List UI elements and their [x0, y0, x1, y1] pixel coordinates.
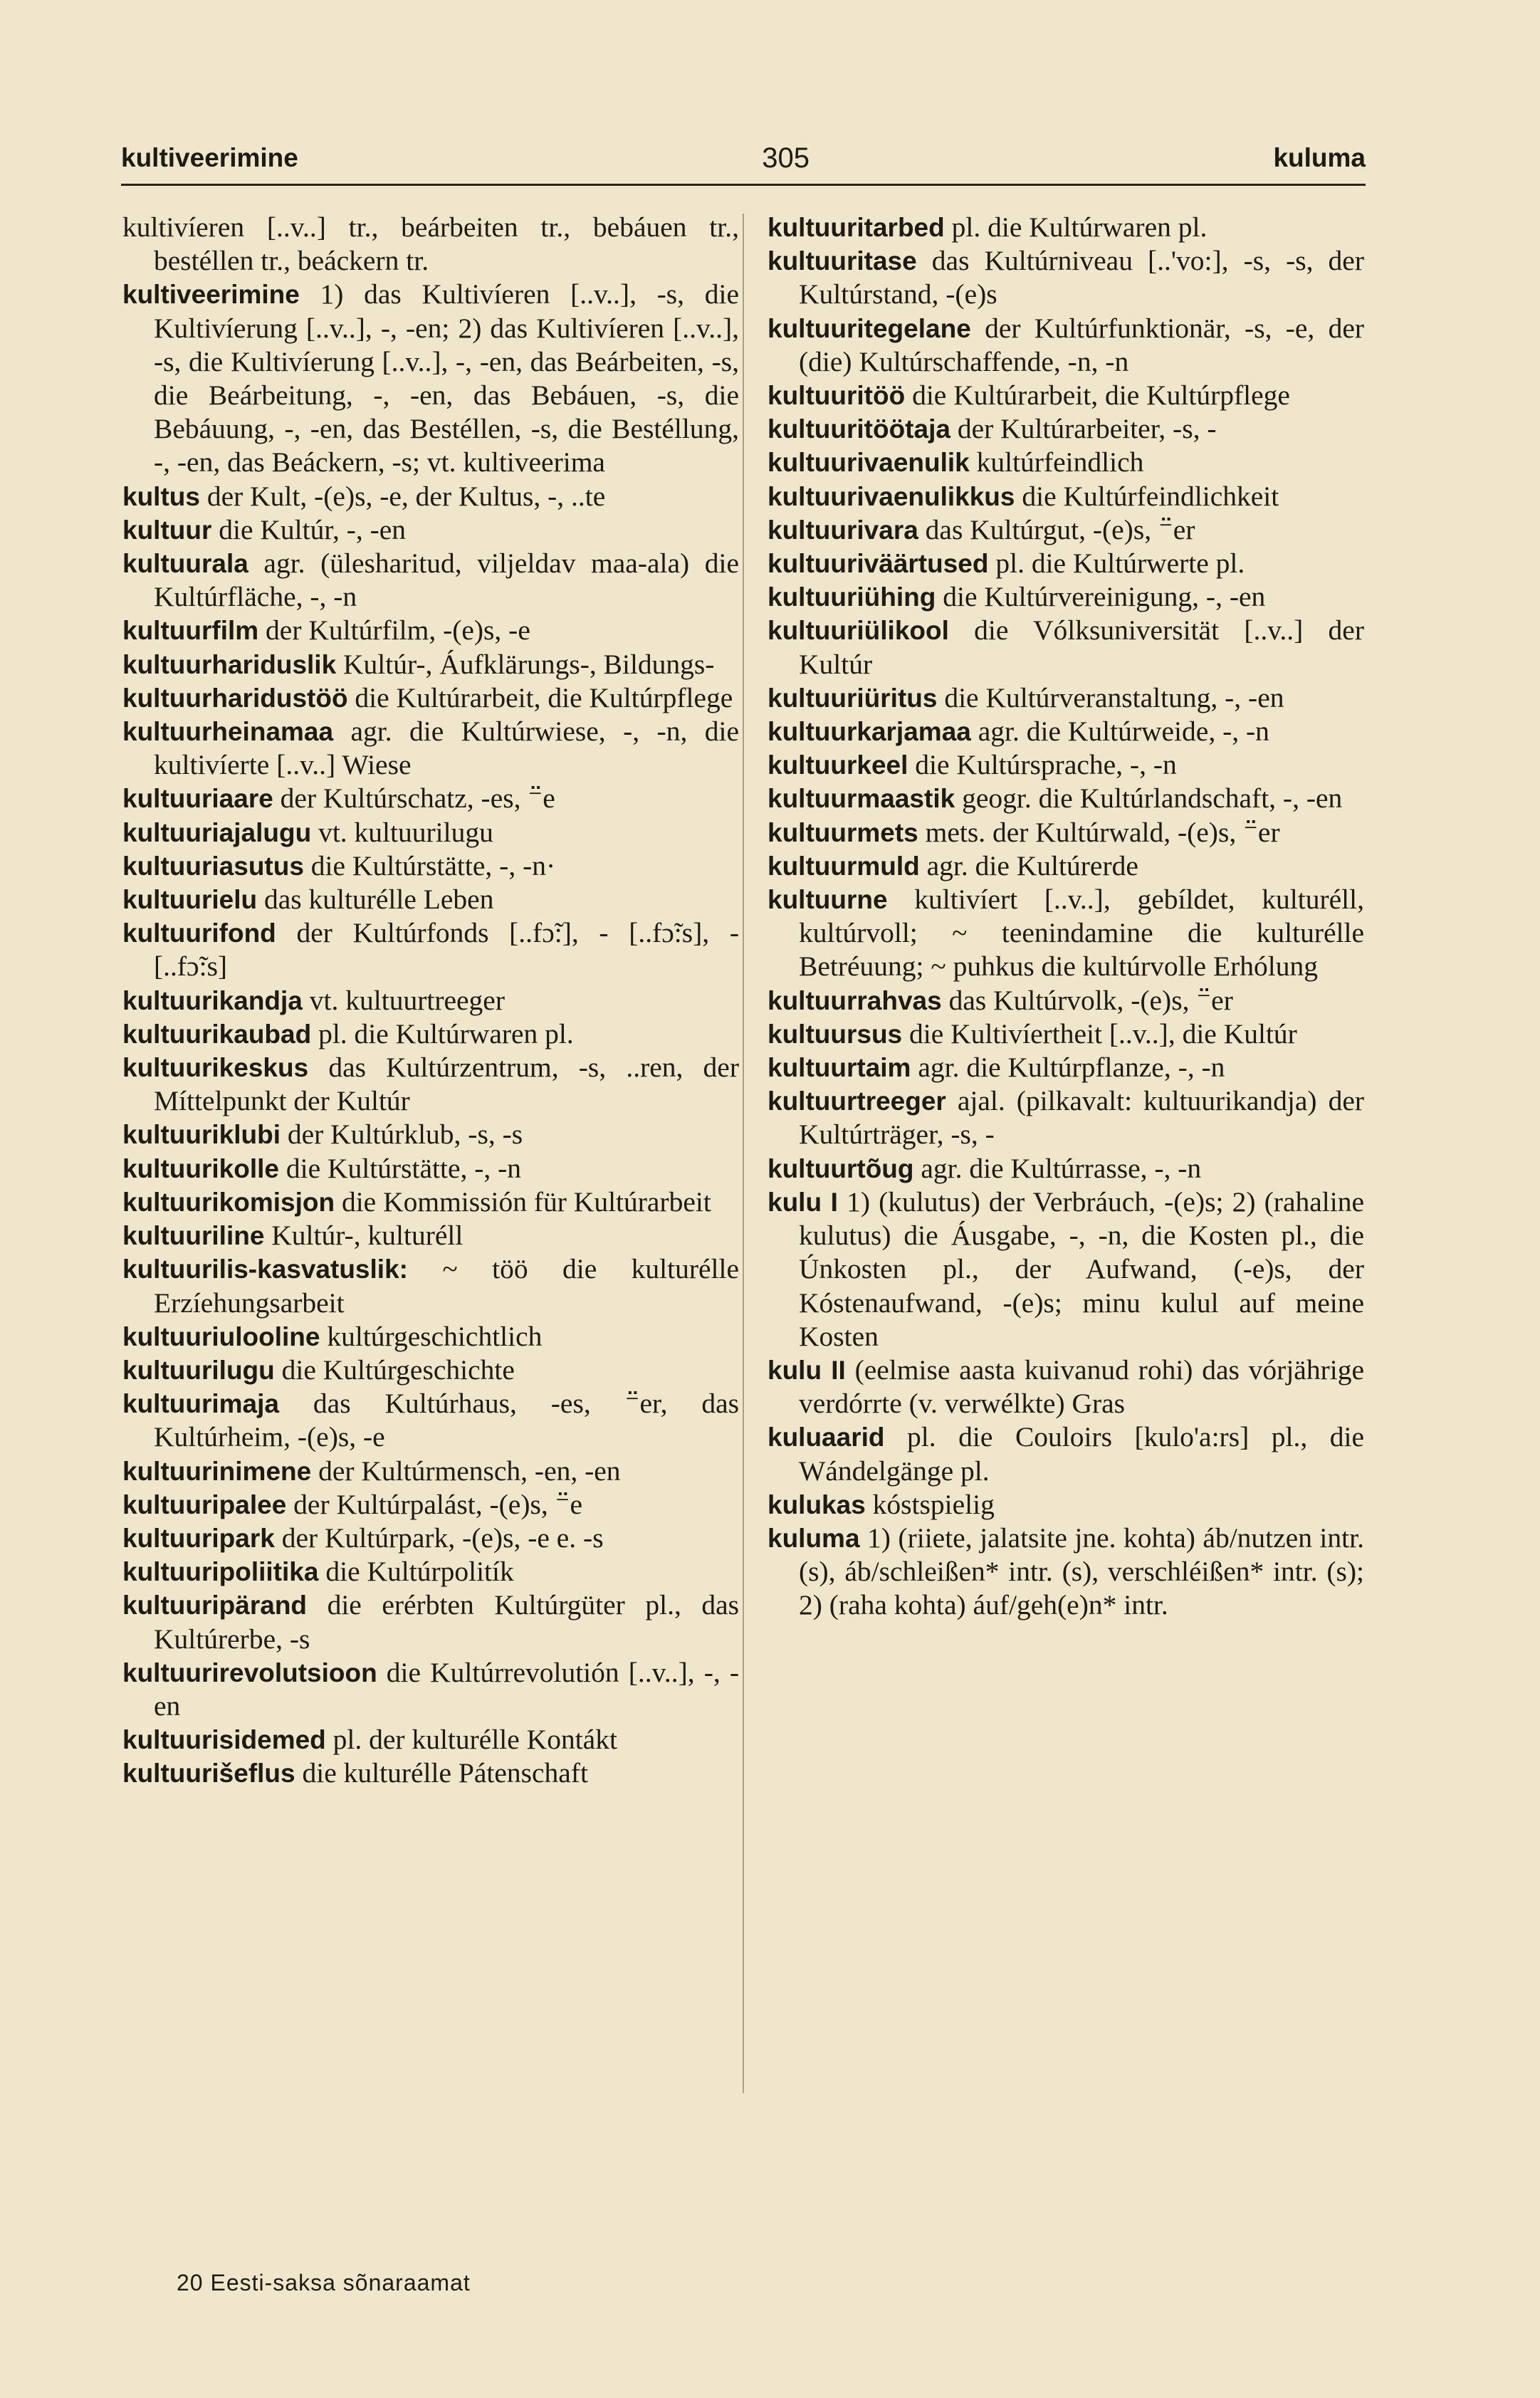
definition: 1) (riiete, jalatsite jne. kohta) áb/nutzen intr. (s), áb/schleißen* intr. (s), verschléißen* intr. (s); 2) (raha kohta) áuf/geh(e)n* intr.	[799, 1522, 1364, 1621]
headword: kultuuriasutus	[122, 851, 304, 881]
headword: kultuuritöö	[768, 381, 906, 411]
dictionary-entry	[768, 480, 1364, 513]
definition: pl. die Kultúrwaren pl.	[318, 1017, 574, 1049]
definition: die Kultúrstätte, -, -n·	[310, 849, 556, 881]
headword: kultuurmets	[768, 817, 918, 847]
headword: kuluaarid	[768, 1423, 885, 1452]
definition: der Kultúrpark, -(e)s, -e e. -s	[281, 1522, 604, 1554]
left-guide-word: kultiveerimine	[121, 143, 298, 172]
definition: die Kultivíertheit [..v..], die Kultúr	[909, 1017, 1297, 1049]
dictionary-entry	[768, 883, 1364, 984]
dictionary-entry	[122, 614, 739, 647]
definition: Kultúr-, kulturéll	[271, 1220, 463, 1252]
definition: agr. die Kultúrwiese, -, -n, die kultivíerte [..v..] Wiese	[154, 716, 739, 781]
definition: der Kultúrklub, -s, -s	[287, 1119, 523, 1151]
headword: kultuuriülikool	[768, 616, 949, 646]
dictionary-entry	[122, 1588, 739, 1655]
definition: pl. die Couloirs [kulo'a:rs] pl., die Wándelgänge pl.	[799, 1421, 1364, 1487]
left-column	[122, 211, 739, 1791]
definition: agr. (ülesharitud, viljeldav maa-ala) die Kultúrfläche, -, -n	[154, 548, 739, 613]
definition: 1) (kulutus) der Verbráuch, -(e)s; 2) (rahaline kulutus) die Áusgabe, -, -n, die Kosten pl., die Únkosten pl., der Aufwand, (-e)s, der Kóstenaufwand, -(e)s; minu kulul auf meine Kosten	[799, 1185, 1365, 1352]
headword: kultuuriüritus	[768, 683, 938, 713]
headword: kultuuritöötaja	[768, 414, 950, 444]
definition: die Kultúrgeschichte	[281, 1354, 515, 1386]
definition: die erérbten Kultúrgüter pl., das Kultúrerbe, -s	[154, 1589, 739, 1655]
headword: kultuurmaastik	[768, 784, 955, 814]
dictionary-entry	[122, 278, 739, 479]
headword: kultiveerimine	[122, 280, 300, 310]
definition: geogr. die Kultúrlandschaft, -, -en	[962, 782, 1343, 815]
dictionary-entry	[768, 816, 1364, 849]
dictionary-entry	[768, 715, 1364, 748]
headword: kultuurilugu	[122, 1355, 275, 1385]
dictionary-entry	[768, 1152, 1364, 1185]
definition: die kulturélle Pátenschaft	[302, 1757, 588, 1789]
headword: kultuurkeel	[768, 750, 908, 780]
dictionary-entry	[122, 1219, 739, 1252]
definition: ajal. (pilkavalt: kultuurikandja) der Kultúrträger, -s, -	[799, 1085, 1365, 1151]
headword: kultuur	[122, 515, 212, 545]
headword: kulukas	[768, 1489, 866, 1519]
headword: kulu II	[768, 1355, 846, 1385]
definition: kóstspielig	[872, 1488, 995, 1520]
dictionary-entry	[122, 1455, 739, 1488]
dictionary-entry	[768, 446, 1364, 479]
dictionary-entry	[122, 547, 739, 614]
dictionary-entry	[768, 681, 1364, 715]
dictionary-entry	[768, 1084, 1364, 1151]
headword: kuluma	[768, 1523, 860, 1553]
definition: der Kultúrpalást, -(e)s, ⁻̈e	[293, 1488, 582, 1520]
page-header	[121, 137, 1366, 179]
definition: die Kultúrrevolutión [..v..], -, -en	[154, 1656, 740, 1722]
dictionary-entry	[122, 513, 739, 547]
definition: agr. die Kultúrrasse, -, -n	[921, 1152, 1202, 1184]
definition: die Kultúrpolitík	[325, 1556, 514, 1588]
headword: kultuuripoliitika	[122, 1557, 319, 1587]
definition: kultivíeren [..v..] tr., beárbeiten tr., bebáuen tr., bestéllen tr., beáckern tr.	[122, 211, 739, 277]
dictionary-entry	[768, 1420, 1364, 1487]
definition: vt. kultuurilugu	[318, 816, 493, 848]
definition: 1) das Kultivíeren [..v..], -s, die Kultivíerung [..v..], -, -en; 2) das Kultivíeren [..v..], -s, die Kultivíerung [..v..], -, -en, das Beárbeiten, -s, die Beárbeitung, -, -en, das Bebáuen, -s, die Bebáuung, -, -en, das Bestéllen, -s, die Bestéllung, -, -en, das Beáckern, -s; vt. kultiveerima	[154, 278, 739, 478]
headword: kultuurkarjamaa	[768, 717, 971, 747]
headword: kultuurikolle	[122, 1153, 279, 1183]
headword: kultuurivaenulikkus	[768, 481, 1015, 511]
dictionary-entry	[122, 782, 739, 815]
dictionary-entry	[768, 1017, 1364, 1051]
column-divider	[743, 214, 744, 2093]
dictionary-entry	[768, 1051, 1364, 1084]
dictionary-entry	[768, 1185, 1364, 1354]
headword: kultuursus	[768, 1019, 903, 1049]
dictionary-entry	[768, 379, 1364, 412]
headword: kultuurala	[122, 549, 248, 579]
dictionary-entry	[122, 1756, 739, 1790]
definition: der Kultúrfonds [..fɔ̃:], - [..fɔ̃:s], - [..fɔ̃:s]	[154, 917, 739, 983]
definition: das Kultúrniveau [..'vo:], -s, -s, der Kultúrstand, -(e)s	[799, 245, 1364, 310]
dictionary-entry	[122, 1387, 739, 1454]
dictionary-entry	[768, 782, 1364, 815]
dictionary-entry	[122, 480, 739, 513]
dictionary-entry	[768, 513, 1364, 547]
page-footer: 20 Eesti-saksa sõnaraamat	[177, 2270, 471, 2295]
dictionary-entry	[122, 816, 739, 849]
definition: das Kultúrvolk, -(e)s, ⁻̈er	[948, 984, 1233, 1016]
definition: das Kultúrgut, -(e)s, ⁻̈er	[925, 513, 1195, 545]
definition: (eelmise aasta kuivanud rohi) das vórjährige verdórrte (v. verwélkte) Gras	[799, 1354, 1364, 1420]
headword: kultuurimaja	[122, 1389, 279, 1419]
page-number: 305	[762, 142, 810, 174]
header-rule	[121, 184, 1366, 186]
dictionary-entry	[122, 648, 739, 681]
headword: kultuuriajalugu	[122, 817, 312, 847]
definition: pl. die Kultúrwaren pl.	[951, 211, 1208, 243]
definition: die Kultúrfeindlichkeit	[1022, 480, 1279, 512]
headword: kultuurikandja	[122, 985, 303, 1015]
dictionary-entry	[122, 1522, 739, 1555]
definition: pl. der kulturélle Kontákt	[332, 1724, 617, 1756]
dictionary-entry	[768, 412, 1364, 446]
dictionary-entry	[122, 1185, 739, 1219]
headword: kultuuripalee	[122, 1489, 287, 1519]
headword: kultuurišeflus	[122, 1759, 295, 1789]
dictionary-entry	[768, 1354, 1364, 1420]
dictionary-entry	[768, 1522, 1364, 1623]
definition: die Vólksuniversität [..v..] der Kultúr	[799, 614, 1364, 680]
headword: kultuurtõug	[768, 1153, 914, 1183]
dictionary-entry	[122, 1118, 739, 1151]
headword: kultuurikomisjon	[122, 1187, 335, 1217]
right-column	[768, 211, 1364, 1623]
headword: kultuuriühing	[768, 582, 936, 612]
headword: kultuurtreeger	[768, 1087, 946, 1116]
definition: ~ töö die kulturélle Erzíehungsarbeit	[154, 1253, 739, 1319]
right-guide-word: kuluma	[1273, 143, 1366, 172]
headword: kultuurmuld	[768, 851, 920, 881]
definition: kultúrfeindlich	[976, 446, 1144, 478]
dictionary-entry	[122, 1656, 739, 1723]
headword: kultuurharidustöö	[122, 683, 348, 713]
dictionary-entry	[122, 1152, 739, 1185]
definition: das Kultúrzentrum, -s, ..ren, der Míttelpunkt der Kultúr	[154, 1052, 739, 1117]
definition: der Kult, -(e)s, -e, der Kultus, -, ..te	[206, 480, 606, 512]
definition: der Kultúrmensch, -en, -en	[318, 1455, 621, 1487]
headword: kultuurifond	[122, 918, 276, 948]
definition: die Kultúrstätte, -, -n	[286, 1152, 522, 1184]
headword: kultuuripark	[122, 1523, 275, 1553]
headword: kultuurielu	[122, 885, 258, 915]
headword: kultuurheinamaa	[122, 717, 334, 747]
definition: kultivíert [..v..], gebíldet, kulturéll, kultúrvoll; ~ teenindamine die kulturélle Betréuung; ~ puhkus die kultúrvolle Erhólung	[799, 884, 1364, 983]
headword: kultuurilis-kasvatuslik:	[122, 1255, 408, 1284]
headword: kultuurrahvas	[768, 985, 942, 1015]
dictionary-entry	[122, 883, 739, 916]
headword: kultuurisidemed	[122, 1725, 326, 1755]
dictionary-entry	[768, 312, 1364, 379]
definition: die Kultúrarbeit, die Kultúrpflege	[355, 681, 733, 713]
dictionary-entry	[122, 715, 739, 782]
definition: der Kultúrfilm, -(e)s, -e	[266, 614, 530, 646]
headword: kultuuripärand	[122, 1591, 308, 1621]
dictionary-entry	[768, 547, 1364, 580]
dictionary-entry	[768, 580, 1364, 614]
dictionary-entry	[122, 1354, 739, 1387]
dictionary-entry	[122, 1488, 739, 1522]
headword: kultuurne	[768, 885, 888, 915]
definition: die Kultúrvereinigung, -, -en	[943, 581, 1266, 613]
definition: agr. die Kultúrerde	[926, 849, 1138, 881]
definition: kultúrgeschichtlich	[327, 1320, 543, 1352]
headword: kultuurivara	[768, 515, 918, 545]
dictionary-entry	[768, 244, 1364, 311]
headword: kultuurirevolutsioon	[122, 1658, 377, 1687]
headword: kultuuritegelane	[768, 313, 971, 343]
dictionary-entry	[122, 1051, 739, 1118]
headword: kultuurtaim	[768, 1053, 911, 1083]
headword: kultuurinimene	[122, 1456, 312, 1486]
definition: Kultúr-, Áufklärungs-, Bildungs-	[343, 648, 715, 680]
definition: der Kultúrarbeiter, -s, -	[957, 413, 1217, 445]
dictionary-entry	[122, 1252, 739, 1319]
headword: kultuurhariduslik	[122, 649, 337, 679]
dictionary-entry	[768, 1488, 1364, 1522]
definition: der Kultúrfunktionär, -s, -e, der (die) Kultúrschaffende, -n, -n	[799, 312, 1365, 377]
headword: kultuuritarbed	[768, 213, 945, 242]
dictionary-entry	[122, 1017, 739, 1051]
definition: agr. die Kultúrweide, -, -n	[978, 716, 1269, 748]
definition: die Kultúr, -, -en	[219, 513, 407, 545]
definition: vt. kultuurtreeger	[309, 984, 505, 1016]
headword: kultuuriklubi	[122, 1120, 281, 1150]
definition: das Kultúrhaus, -es, ⁻̈er, das Kultúrheim, -(e)s, -e	[154, 1388, 739, 1453]
headword: kulu I	[768, 1187, 838, 1217]
headword: kultuurikaubad	[122, 1019, 312, 1049]
definition: das kulturélle Leben	[264, 884, 494, 916]
dictionary-entry	[122, 1320, 739, 1354]
headword: kultuurivaenulik	[768, 448, 970, 478]
headword: kultuurfilm	[122, 616, 259, 646]
dictionary-entry	[122, 916, 739, 983]
definition: pl. die Kultúrwerte pl.	[995, 548, 1245, 580]
definition: mets. der Kultúrwald, -(e)s, ⁻̈er	[925, 816, 1280, 848]
dictionary-entry	[122, 211, 739, 278]
definition: agr. die Kultúrpflanze, -, -n	[918, 1052, 1225, 1084]
dictionary-entry	[768, 211, 1364, 244]
dictionary-entry	[122, 1723, 739, 1756]
definition: die Kultúrarbeit, die Kultúrpflege	[912, 379, 1290, 412]
headword: kultus	[122, 481, 200, 511]
dictionary-entry	[122, 849, 739, 883]
dictionary-entry	[122, 1555, 739, 1588]
headword: kultuuriulooline	[122, 1321, 320, 1351]
definition: die Kultúrveranstaltung, -, -en	[944, 681, 1284, 713]
dictionary-entry	[768, 849, 1364, 883]
headword: kultuurikeskus	[122, 1053, 309, 1083]
definition: die Kultúrsprache, -, -n	[915, 749, 1177, 781]
definition: der Kultúrschatz, -es, ⁻̈e	[280, 782, 555, 815]
dictionary-entry	[122, 984, 739, 1017]
dictionary-entry	[768, 748, 1364, 782]
headword: kultuuriline	[122, 1221, 265, 1251]
headword: kultuuritase	[768, 246, 917, 276]
dictionary-entry	[122, 681, 739, 715]
dictionary-entry	[768, 614, 1364, 681]
headword: kultuuriaare	[122, 784, 273, 814]
definition: die Kommissión für Kultúrarbeit	[341, 1185, 711, 1218]
dictionary-entry	[768, 984, 1364, 1017]
headword: kultuuriväärtused	[768, 549, 989, 579]
